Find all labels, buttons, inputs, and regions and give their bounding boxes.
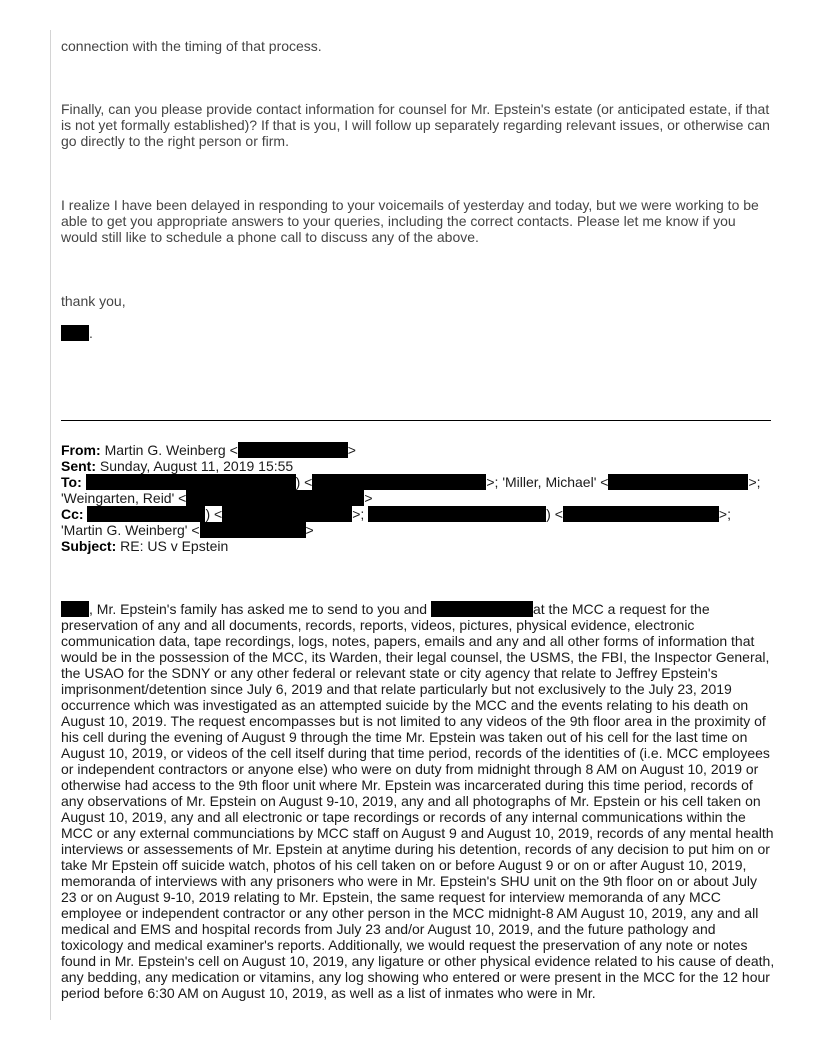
signature <box>61 325 773 341</box>
from-line: From: Martin G. Weinberg < > <box>61 442 356 458</box>
redaction-block <box>563 506 719 522</box>
sent-label: Sent: <box>61 458 96 474</box>
subject-label: Subject: <box>61 538 117 554</box>
redaction-block <box>312 474 486 490</box>
to-miller: ; 'Miller, Michael' < <box>494 474 609 490</box>
redaction-block <box>61 601 89 617</box>
redaction-block <box>86 474 296 490</box>
to-line-2: 'Weingarten, Reid' < > <box>61 490 373 506</box>
cc-label: Cc: <box>61 506 84 522</box>
sent-value: Sunday, August 11, 2019 15:55 <box>99 458 294 474</box>
redaction-block <box>431 601 533 617</box>
to-label: To: <box>61 474 82 490</box>
cc-line: Cc: ) < >; ) < >; <box>61 506 731 522</box>
cc-weinberg: 'Martin G. Weinberg' < <box>61 522 200 538</box>
preservation-request <box>61 601 776 1001</box>
signoff: thank you, <box>61 293 126 309</box>
redaction-block <box>222 506 352 522</box>
redaction-block <box>186 490 364 506</box>
redaction-block <box>61 325 89 341</box>
intro-b: at the MCC a request for the preservation of any and all documents, records, reports, videos, pictures, physical evidence, electronic communication data, tape recordings, logs, notes, papers, emails and any and all other forms of information that would be in the possession of the MCC, its Warden, their legal counsel, the USMS, the FBI, the Inspector General, the USAO for the SDNY or any other federal or relevant state or city agency that relate to Jeffrey Epstein's imprisonment/detention since July 6, 2019 and that relate particularly but not exclusively to the July 23, 2019 occurrence which was investigated as an attempted suicide by the MCC and the events relating to his death on August 10, 2019. The request encompasses but is not limited to any videos of the 9th floor area in the proximity of his cell during the evening of August 9 through the time Mr. Epstein was taken out of his cell for the last time on August 10, 2019, or videos of the cell itself during that time period, records of the identities of (i.e. MCC employees or independent contractors or anyone else) who were on duty from midnight through 8 AM on August 10, 2019 or otherwise had access to the 9th floor unit where Mr. Epstein was incarcerated during this time period, records of any observations of Mr. Epstein on August 9-10, 2019, any and all photographs of Mr. Epstein or his cell taken on August 10, 2019, any and all electronic or tape recordings or records of any internal communications within the MCC or any external communciations by MCC staff on August 9 and August 10, 2019, records of any mental health interviews or assessements of Mr. Epstein at anytime during his detention, records of any decision to put him on or take Mr Epstein off suicide watch, photos of his cell taken on or before August 9 or on or after August 10, 2019, memoranda of interviews with any prisoners who were in Mr. Epstein's SHU unit on the 9th floor on or about July 23 or on August 9-10, 2019 relating to Mr. Epstein, the same request for interview memoranda of any MCC employee or independent contractor or any other person in the MCC midnight-8 AM August 10, 2019, any and all medical and EMS and hospital records from July 23 and/or August 10, 2019, and the future pathology and toxicology and medical examiner's reports. Additionally, we would request the preservation of any note or notes found in Mr. Epstein's cell on August 10, 2019, any ligature or other physical evidence related to his cause of death, any bedding, any medication or vitamins, any log showing who entered or were present in the MCC for the 12 hour period before 6:30 AM on August 10, 2019, as well as a list of inmates who were in Mr. <box>61 601 775 1001</box>
signature-period: . <box>89 325 93 341</box>
redaction-block <box>608 474 748 490</box>
paragraph-timing: connection with the timing of that process. <box>61 38 322 54</box>
redaction-block <box>87 506 205 522</box>
intro-a: , Mr. Epstein's family has asked me to send to you and <box>89 601 431 617</box>
redaction-block <box>238 442 348 458</box>
to-line: To: ) < >; 'Miller, Michael' < >; <box>61 474 761 490</box>
quote-border <box>50 30 51 1020</box>
paragraph-counsel: Finally, can you please provide contact information for counsel for Mr. Epstein's estate (or anticipated estate, if that is not yet formally established)? If that is you, I will follow up separately regarding relevant issues, or otherwise can go directly to the right person or firm. <box>61 101 770 149</box>
to-weingarten: 'Weingarten, Reid' < <box>61 490 187 506</box>
subject-line <box>61 538 776 554</box>
sent-line <box>61 458 776 474</box>
redaction-block <box>200 522 306 538</box>
subject-value: RE: US v Epstein <box>120 538 229 554</box>
from-label: From: <box>61 442 101 458</box>
from-value: Martin G. Weinberg < <box>104 442 238 458</box>
cc-line-2: 'Martin G. Weinberg' < > <box>61 522 314 538</box>
paragraph-delay: I realize I have been delayed in responding to your voicemails of yesterday and today, but we were working to be able to get you appropriate answers to your queries, including the correct contacts. Please let me know if you would still like to schedule a phone call to discuss any of the above. <box>61 197 759 245</box>
header-divider <box>61 420 771 421</box>
redaction-block <box>368 506 546 522</box>
